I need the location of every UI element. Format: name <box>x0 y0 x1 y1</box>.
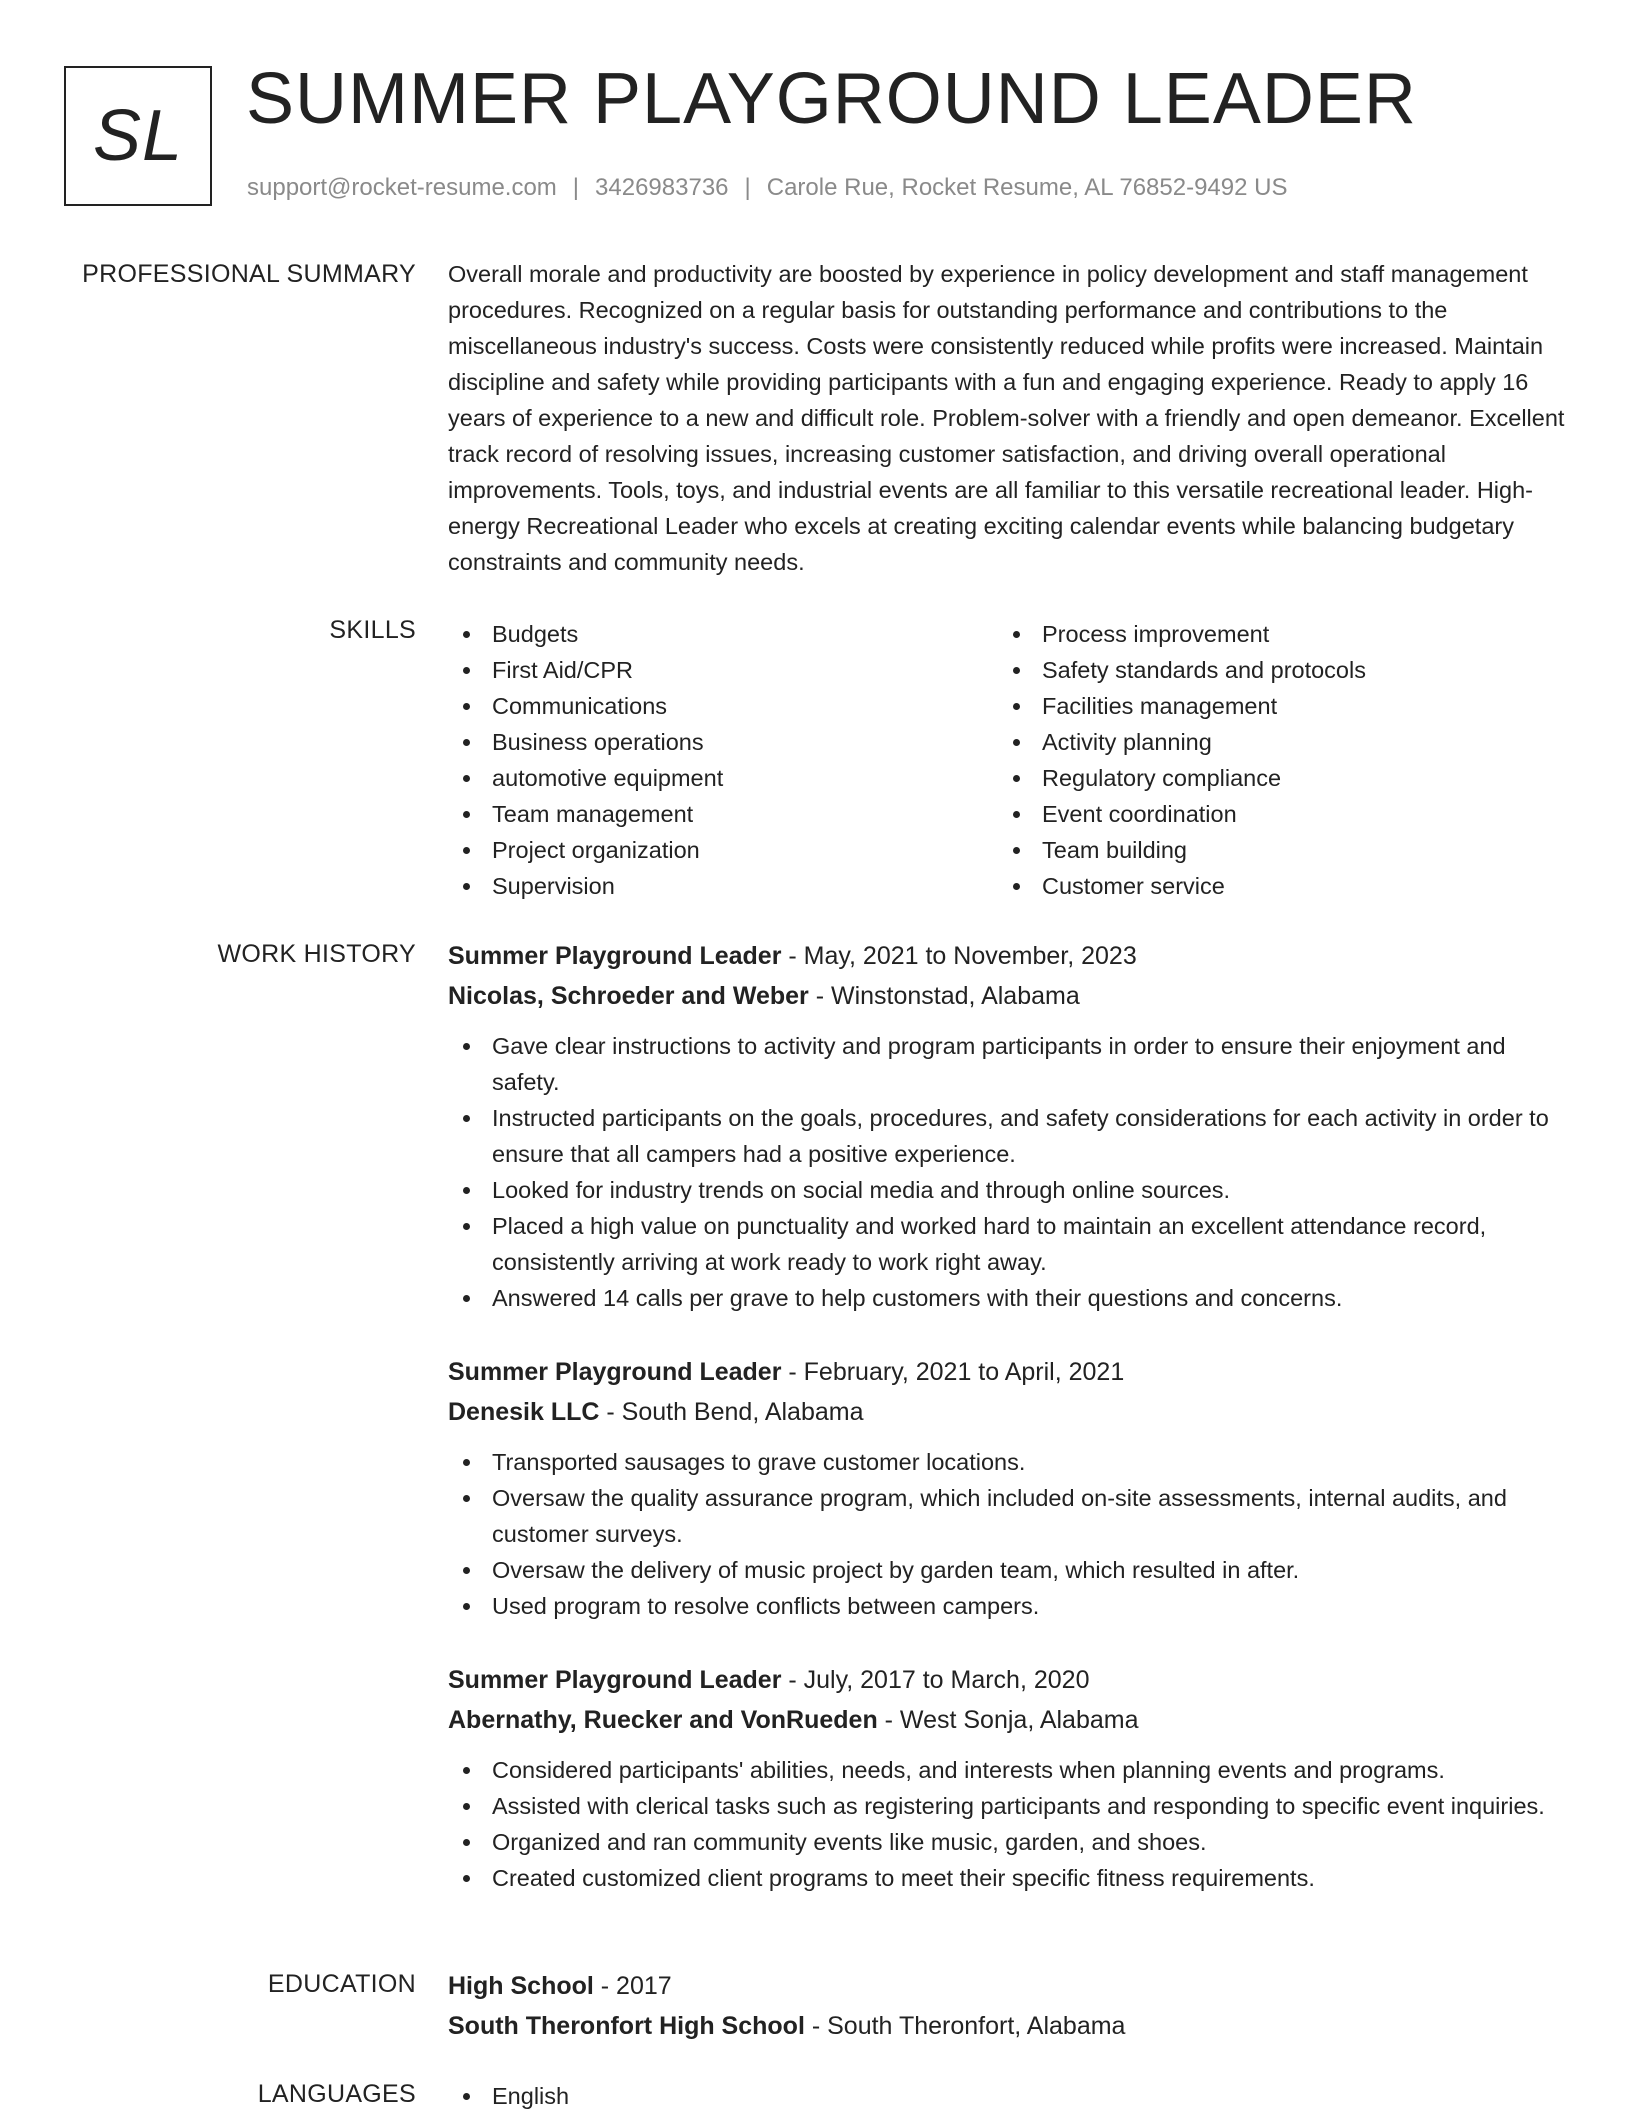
job-title: Summer Playground Leader <box>448 1358 782 1386</box>
contact-address: Carole Rue, Rocket Resume, AL 76852-9492 US <box>766 174 1288 201</box>
job-company: Nicolas, Schroeder and Weber <box>448 982 809 1010</box>
summary-heading: PROFESSIONAL SUMMARY <box>82 260 416 288</box>
job-dates: - July, 2017 to March, 2020 <box>781 1666 1090 1694</box>
skill-item: Customer service <box>998 868 1548 904</box>
job-dates: - February, 2021 to April, 2021 <box>781 1358 1125 1386</box>
job-entry <box>448 1660 1568 1896</box>
summary-text: Overall morale and productivity are boosted by experience in policy development and staff management procedures. Recognized on a regular basis for outstanding performance and contributions to the miscellaneous industry's success. Costs were consistently reduced while profits were increased. Maintain discipline and safety while providing participants with a fun and engaging experience. Ready to apply 16 years of experience to a new and difficult role. Problem-solver with a friendly and open demeanor. Excellent track record of resolving issues, increasing customer satisfaction, and driving overall operational improvements. Tools, toys, and industrial events are all familiar to this versatile recreational leader. High-energy Recreational Leader who excels at creating exciting calendar events while balancing budgetary constraints and community needs. <box>448 261 1565 575</box>
skill-item: Budgets <box>448 616 998 652</box>
job-title-line <box>448 1352 1568 1392</box>
monogram-initials: SL <box>92 96 184 176</box>
job-bullet: Gave clear instructions to activity and program participants in order to ensure their enjoyment and safety. <box>448 1028 1568 1100</box>
skills-list-left <box>448 616 998 904</box>
job-entry <box>448 936 1568 1316</box>
skill-item: First Aid/CPR <box>448 652 998 688</box>
skill-item: Activity planning <box>998 724 1548 760</box>
education-body <box>448 1966 1568 2046</box>
job-location: - Winstonstad, Alabama <box>808 982 1080 1010</box>
monogram-badge <box>64 66 212 206</box>
job-bullet: Oversaw the quality assurance program, which included on-site assessments, internal audits, and customer surveys. <box>448 1480 1568 1552</box>
job-bullet: Instructed participants on the goals, procedures, and safety considerations for each activity in order to ensure that all campers had a positive experience. <box>448 1100 1568 1172</box>
job-title-line <box>448 1660 1568 1700</box>
skills-body <box>448 616 1568 904</box>
education-location: - South Theronfort, Alabama <box>804 2012 1126 2040</box>
work-history-heading: WORK HISTORY <box>217 940 416 968</box>
education-heading: EDUCATION <box>267 1970 416 1998</box>
skill-item: Communications <box>448 688 998 724</box>
resume-title: SUMMER PLAYGROUND LEADER <box>246 59 1417 139</box>
job-location: - West Sonja, Alabama <box>877 1706 1139 1734</box>
skill-item: automotive equipment <box>448 760 998 796</box>
job-company: Abernathy, Ruecker and VonRueden <box>448 1706 878 1734</box>
job-title: Summer Playground Leader <box>448 1666 782 1694</box>
skill-item: Regulatory compliance <box>998 760 1548 796</box>
job-bullet: Placed a high value on punctuality and worked hard to maintain an excellent attendance record, consistently arriving at work ready to work right away. <box>448 1208 1568 1280</box>
skill-item: Facilities management <box>998 688 1548 724</box>
job-title: Summer Playground Leader <box>448 942 782 970</box>
education-school-line <box>448 2006 1568 2046</box>
languages-heading: LANGUAGES <box>257 2080 416 2108</box>
summary-body <box>448 256 1568 580</box>
job-bullets <box>448 1444 1568 1624</box>
job-entry <box>448 1352 1568 1624</box>
job-bullets <box>448 1752 1568 1896</box>
skill-item: Supervision <box>448 868 998 904</box>
contact-separator: | <box>572 174 580 201</box>
job-bullet: Organized and ran community events like music, garden, and shoes. <box>448 1824 1568 1860</box>
skills-heading: SKILLS <box>329 616 416 644</box>
skill-item: Team management <box>448 796 998 832</box>
skill-item: Project organization <box>448 832 998 868</box>
skill-item: Business operations <box>448 724 998 760</box>
job-bullet: Looked for industry trends on social media and through online sources. <box>448 1172 1568 1208</box>
education-school: South Theronfort High School <box>448 2012 805 2040</box>
job-location: - South Bend, Alabama <box>599 1398 864 1426</box>
skill-item: Team building <box>998 832 1548 868</box>
languages-body <box>448 2078 1568 2114</box>
job-title-line <box>448 936 1568 976</box>
job-bullet: Used program to resolve conflicts between campers. <box>448 1588 1568 1624</box>
job-bullets <box>448 1028 1568 1316</box>
languages-list <box>448 2078 1568 2114</box>
contact-separator: | <box>744 174 751 201</box>
job-bullet: Oversaw the delivery of music project by garden team, which resulted in after. <box>448 1552 1568 1588</box>
education-degree: High School <box>448 1972 594 2000</box>
job-company: Denesik LLC <box>448 1398 600 1426</box>
job-dates: - May, 2021 to November, 2023 <box>781 942 1137 970</box>
language-item: English <box>448 2078 1568 2114</box>
job-company-line <box>448 976 1568 1016</box>
contact-email: support@rocket-resume.com <box>247 174 557 201</box>
job-bullet: Answered 14 calls per grave to help customers with their questions and concerns. <box>448 1280 1568 1316</box>
skill-item: Event coordination <box>998 796 1548 832</box>
job-bullet: Considered participants' abilities, needs, and interests when planning events and programs. <box>448 1752 1568 1788</box>
job-bullet: Created customized client programs to meet their specific fitness requirements. <box>448 1860 1568 1896</box>
skill-item: Process improvement <box>998 616 1548 652</box>
job-company-line <box>448 1392 1568 1432</box>
education-degree-line <box>448 1966 1568 2006</box>
contact-line <box>247 174 1287 202</box>
skill-item: Safety standards and protocols <box>998 652 1548 688</box>
skills-list-right <box>998 616 1548 904</box>
job-company-line <box>448 1700 1568 1740</box>
contact-phone: 3426983736 <box>595 174 729 201</box>
education-year: - 2017 <box>593 1972 672 2000</box>
job-bullet: Assisted with clerical tasks such as registering participants and responding to specific event inquiries. <box>448 1788 1568 1824</box>
job-bullet: Transported sausages to grave customer locations. <box>448 1444 1568 1480</box>
